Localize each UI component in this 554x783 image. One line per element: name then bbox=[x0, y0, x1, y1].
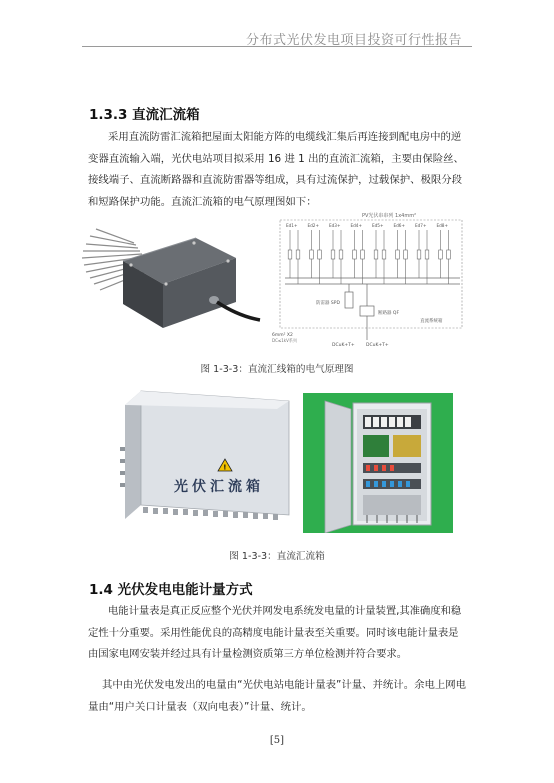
fuse bbox=[417, 250, 421, 259]
fuse-label: Ed3+ bbox=[329, 223, 341, 228]
fuse bbox=[296, 250, 300, 259]
cabinet-label: 光伏汇流箱 bbox=[174, 479, 264, 495]
svg-text:!: ! bbox=[223, 463, 227, 472]
schematic-top-label: PV光伏串串列 1x4mm² bbox=[362, 213, 417, 219]
section-1-4-paragraph-2: 其中由光伏发电发出的电量由“光伏电站电能计量表”计量、并统计。余电上网电量由“用户关口计量表（双向电表）”计量、统计。 bbox=[88, 679, 467, 713]
cable-label-1: 6mm² X2 bbox=[272, 333, 293, 338]
figure-1-caption: 图 1-3-3：直流汇线箱的电气原理图 bbox=[200, 364, 354, 375]
fuse bbox=[382, 250, 386, 259]
fuse-label: Ed6+ bbox=[393, 223, 405, 228]
fuse-label: Ed4+ bbox=[350, 223, 362, 228]
fuse bbox=[353, 250, 357, 259]
dc-breaker bbox=[360, 306, 374, 316]
page-number: [5] bbox=[269, 735, 285, 746]
fuse-label: Ed8+ bbox=[436, 223, 448, 228]
fuse bbox=[374, 250, 378, 259]
bottom-label-1: DCuK+T+ bbox=[332, 343, 355, 348]
fuse bbox=[404, 250, 408, 259]
schematic-enclosure bbox=[280, 220, 462, 328]
electrical-schematic bbox=[270, 208, 470, 353]
fuse-label: Ed5+ bbox=[372, 223, 384, 228]
section-heading-1-4: 1.4 光伏发电电能计量方式 bbox=[89, 582, 253, 598]
section-1-3-3-paragraph: 采用直流防雷汇流箱把屋面太阳能方阵的电缆线汇集后再连接到配电房中的逆变器直流输入端，光伏电站项目拟采用 16 进 1 出的直流汇流箱，主要由保险丝、接线端子、直流断路器和直流防雷器等组成，具有过流保护，过载保护、极限分段和短路保护功能。直流汇流箱的电气原理图如下： bbox=[88, 131, 464, 208]
fuse-label: Ed7+ bbox=[415, 223, 427, 228]
page-header-title: 分布式光伏发电项目投资可行性报告 bbox=[245, 33, 462, 48]
fuse bbox=[439, 250, 443, 259]
fuse bbox=[288, 250, 292, 259]
combiner-cabinet-interior-photo bbox=[303, 393, 453, 533]
breaker-label: 断路器 QF bbox=[378, 311, 400, 316]
fuse bbox=[318, 250, 322, 259]
fuse bbox=[310, 250, 314, 259]
output-label: 直流系统箱 bbox=[420, 319, 443, 324]
fuse-label: Ed1+ bbox=[286, 223, 298, 228]
section-1-4-paragraph-1: 电能计量表是真正反应整个光伏并网发电系统发电量的计量装置,其准确度和稳定性十分重要。采用性能优良的高精度电能计量表至关重要。同时该电能计量表是由国家电网安装并经过具有计量检测资质第三方单位检测并符合要求。 bbox=[88, 605, 462, 660]
schematic-string-inputs bbox=[286, 223, 450, 284]
section-heading-1-3-3: 1.3.3 直流汇流箱 bbox=[89, 107, 200, 123]
cable-label-2: DC≤1kV系列 bbox=[272, 338, 297, 343]
figure-2-caption: 图 1-3-3：直流汇流箱 bbox=[229, 551, 325, 562]
fuse bbox=[361, 250, 365, 259]
header-rule bbox=[82, 46, 472, 47]
fuse bbox=[425, 250, 429, 259]
fuse bbox=[339, 250, 343, 259]
fuse bbox=[447, 250, 451, 259]
surge-arrester bbox=[345, 292, 353, 308]
combiner-box-photo bbox=[78, 216, 263, 346]
arrester-label: 防雷器 SPD bbox=[316, 301, 340, 306]
fuse-label: Ed2+ bbox=[307, 223, 319, 228]
combiner-cabinet-photo bbox=[117, 387, 297, 537]
fuse bbox=[331, 250, 335, 259]
bottom-label-2: DCuK+T+ bbox=[366, 343, 389, 348]
fuse bbox=[396, 250, 400, 259]
